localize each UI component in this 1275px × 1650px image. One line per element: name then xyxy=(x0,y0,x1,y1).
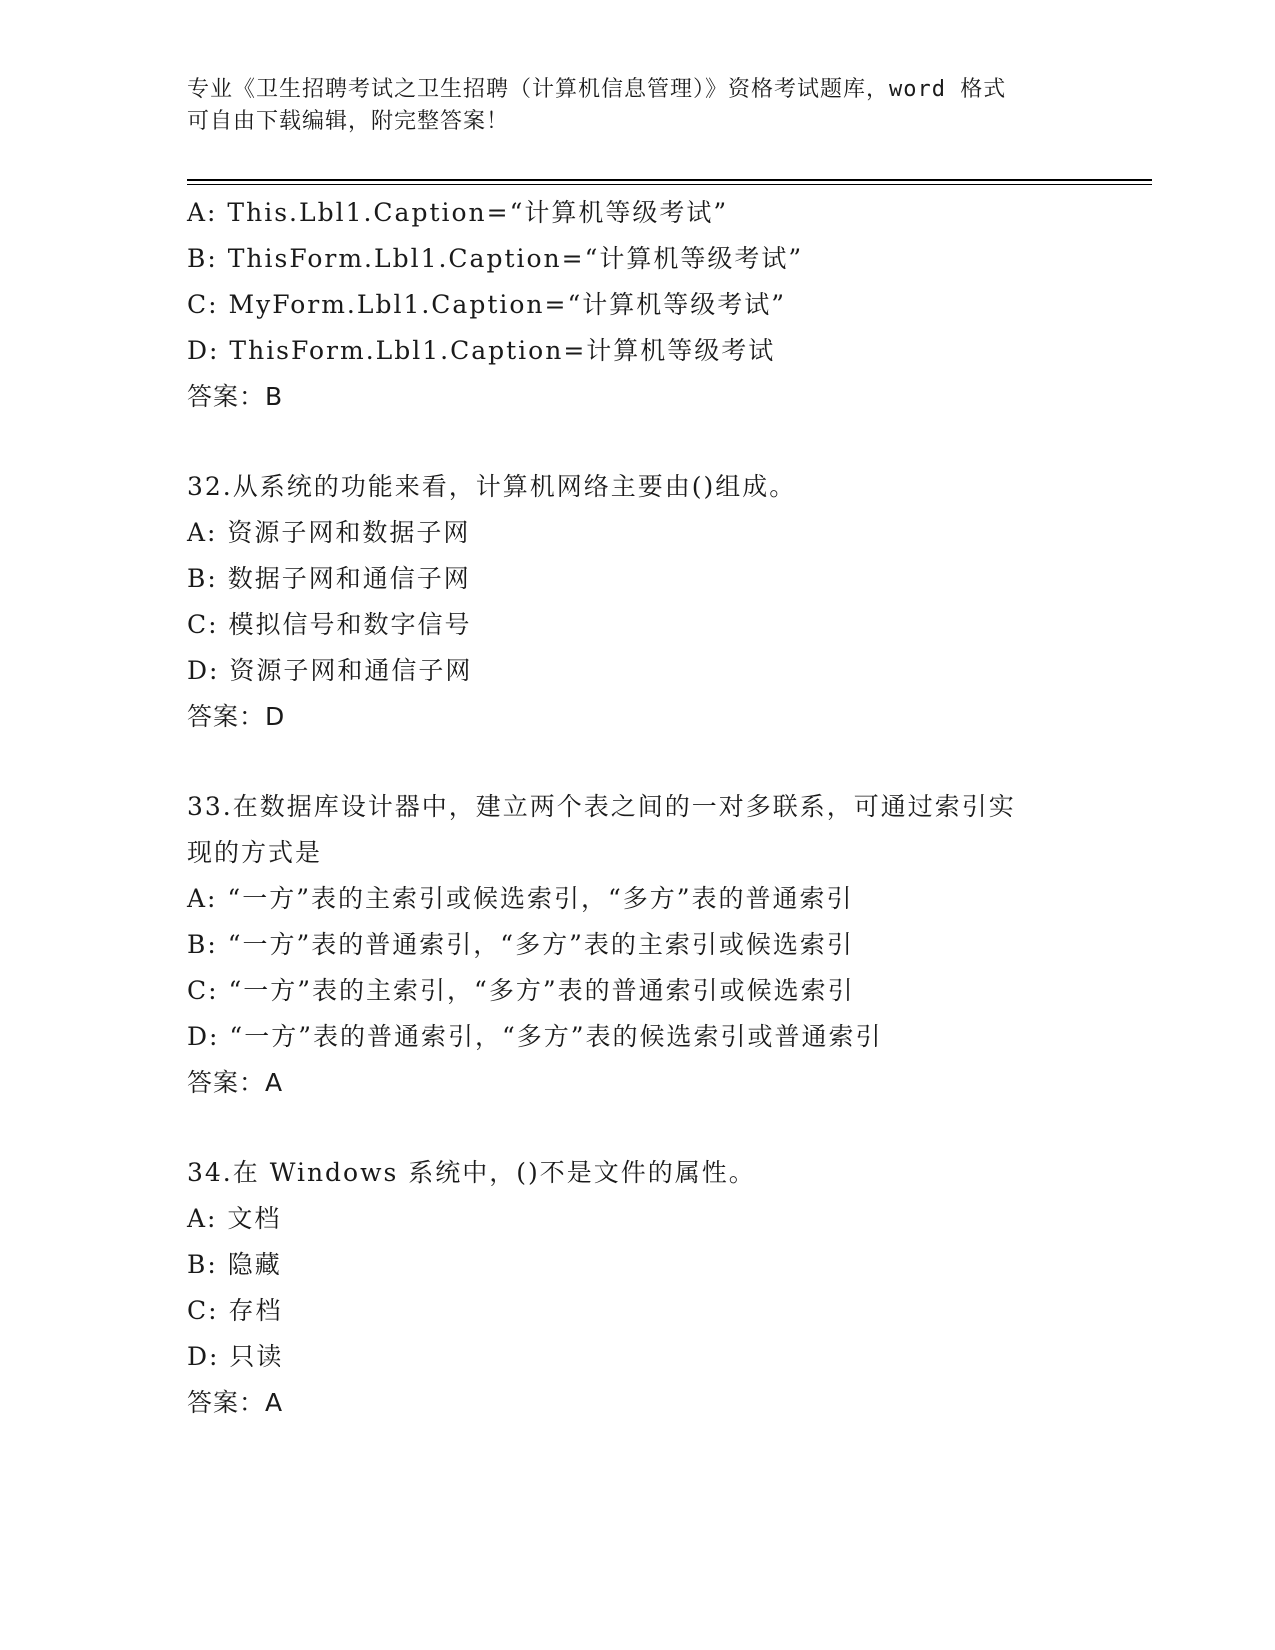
option-a: A: This.Lbl1.Caption=“计算机等级考试” xyxy=(187,198,729,227)
document-header xyxy=(187,74,1087,138)
question-stem: 33.在数据库设计器中，建立两个表之间的一对多联系，可通过索引实 xyxy=(187,792,1016,821)
header-line-2: 可自由下载编辑，附完整答案！ xyxy=(187,109,510,134)
option-d: D: 只读 xyxy=(187,1342,284,1371)
answer-line: 答案：D xyxy=(187,702,286,731)
option-a: A: 资源子网和数据子网 xyxy=(187,518,471,547)
answer-line: 答案：A xyxy=(187,1388,284,1417)
option-b: B: 数据子网和通信子网 xyxy=(187,564,471,593)
option-d: D: 资源子网和通信子网 xyxy=(187,656,473,685)
option-b: B: ThisForm.Lbl1.Caption=“计算机等级考试” xyxy=(187,244,804,273)
option-d: D: “一方”表的普通索引，“多方”表的候选索引或普通索引 xyxy=(187,1022,883,1051)
header-line-1: 专业《卫生招聘考试之卫生招聘（计算机信息管理）》资格考试题库，word 格式 xyxy=(187,77,1007,102)
header-divider-thick xyxy=(187,179,1152,181)
question-stem: 32.从系统的功能来看，计算机网络主要由()组成。 xyxy=(187,472,797,501)
question-list xyxy=(187,190,1087,1426)
header-divider-thin xyxy=(187,184,1152,185)
question-stem-continued: 现的方式是 xyxy=(187,838,323,867)
option-c: C: 存档 xyxy=(187,1296,283,1325)
answer-line: 答案：A xyxy=(187,1068,284,1097)
option-a: A: 文档 xyxy=(187,1204,282,1233)
option-c: C: MyForm.Lbl1.Caption=“计算机等级考试” xyxy=(187,290,787,319)
option-b: B: 隐藏 xyxy=(187,1250,282,1279)
question-stem: 34.在 Windows 系统中，()不是文件的属性。 xyxy=(187,1158,756,1187)
option-a: A: “一方”表的主索引或候选索引，“多方”表的普通索引 xyxy=(187,884,854,913)
question-34 xyxy=(187,1150,1087,1426)
question-31-continued xyxy=(187,190,1087,420)
option-b: B: “一方”表的普通索引，“多方”表的主索引或候选索引 xyxy=(187,930,854,959)
option-c: C: “一方”表的主索引，“多方”表的普通索引或候选索引 xyxy=(187,976,855,1005)
option-c: C: 模拟信号和数字信号 xyxy=(187,610,472,639)
option-d: D: ThisForm.Lbl1.Caption=计算机等级考试 xyxy=(187,336,776,365)
question-32 xyxy=(187,464,1087,740)
question-33 xyxy=(187,784,1087,1106)
answer-line: 答案：B xyxy=(187,382,284,411)
